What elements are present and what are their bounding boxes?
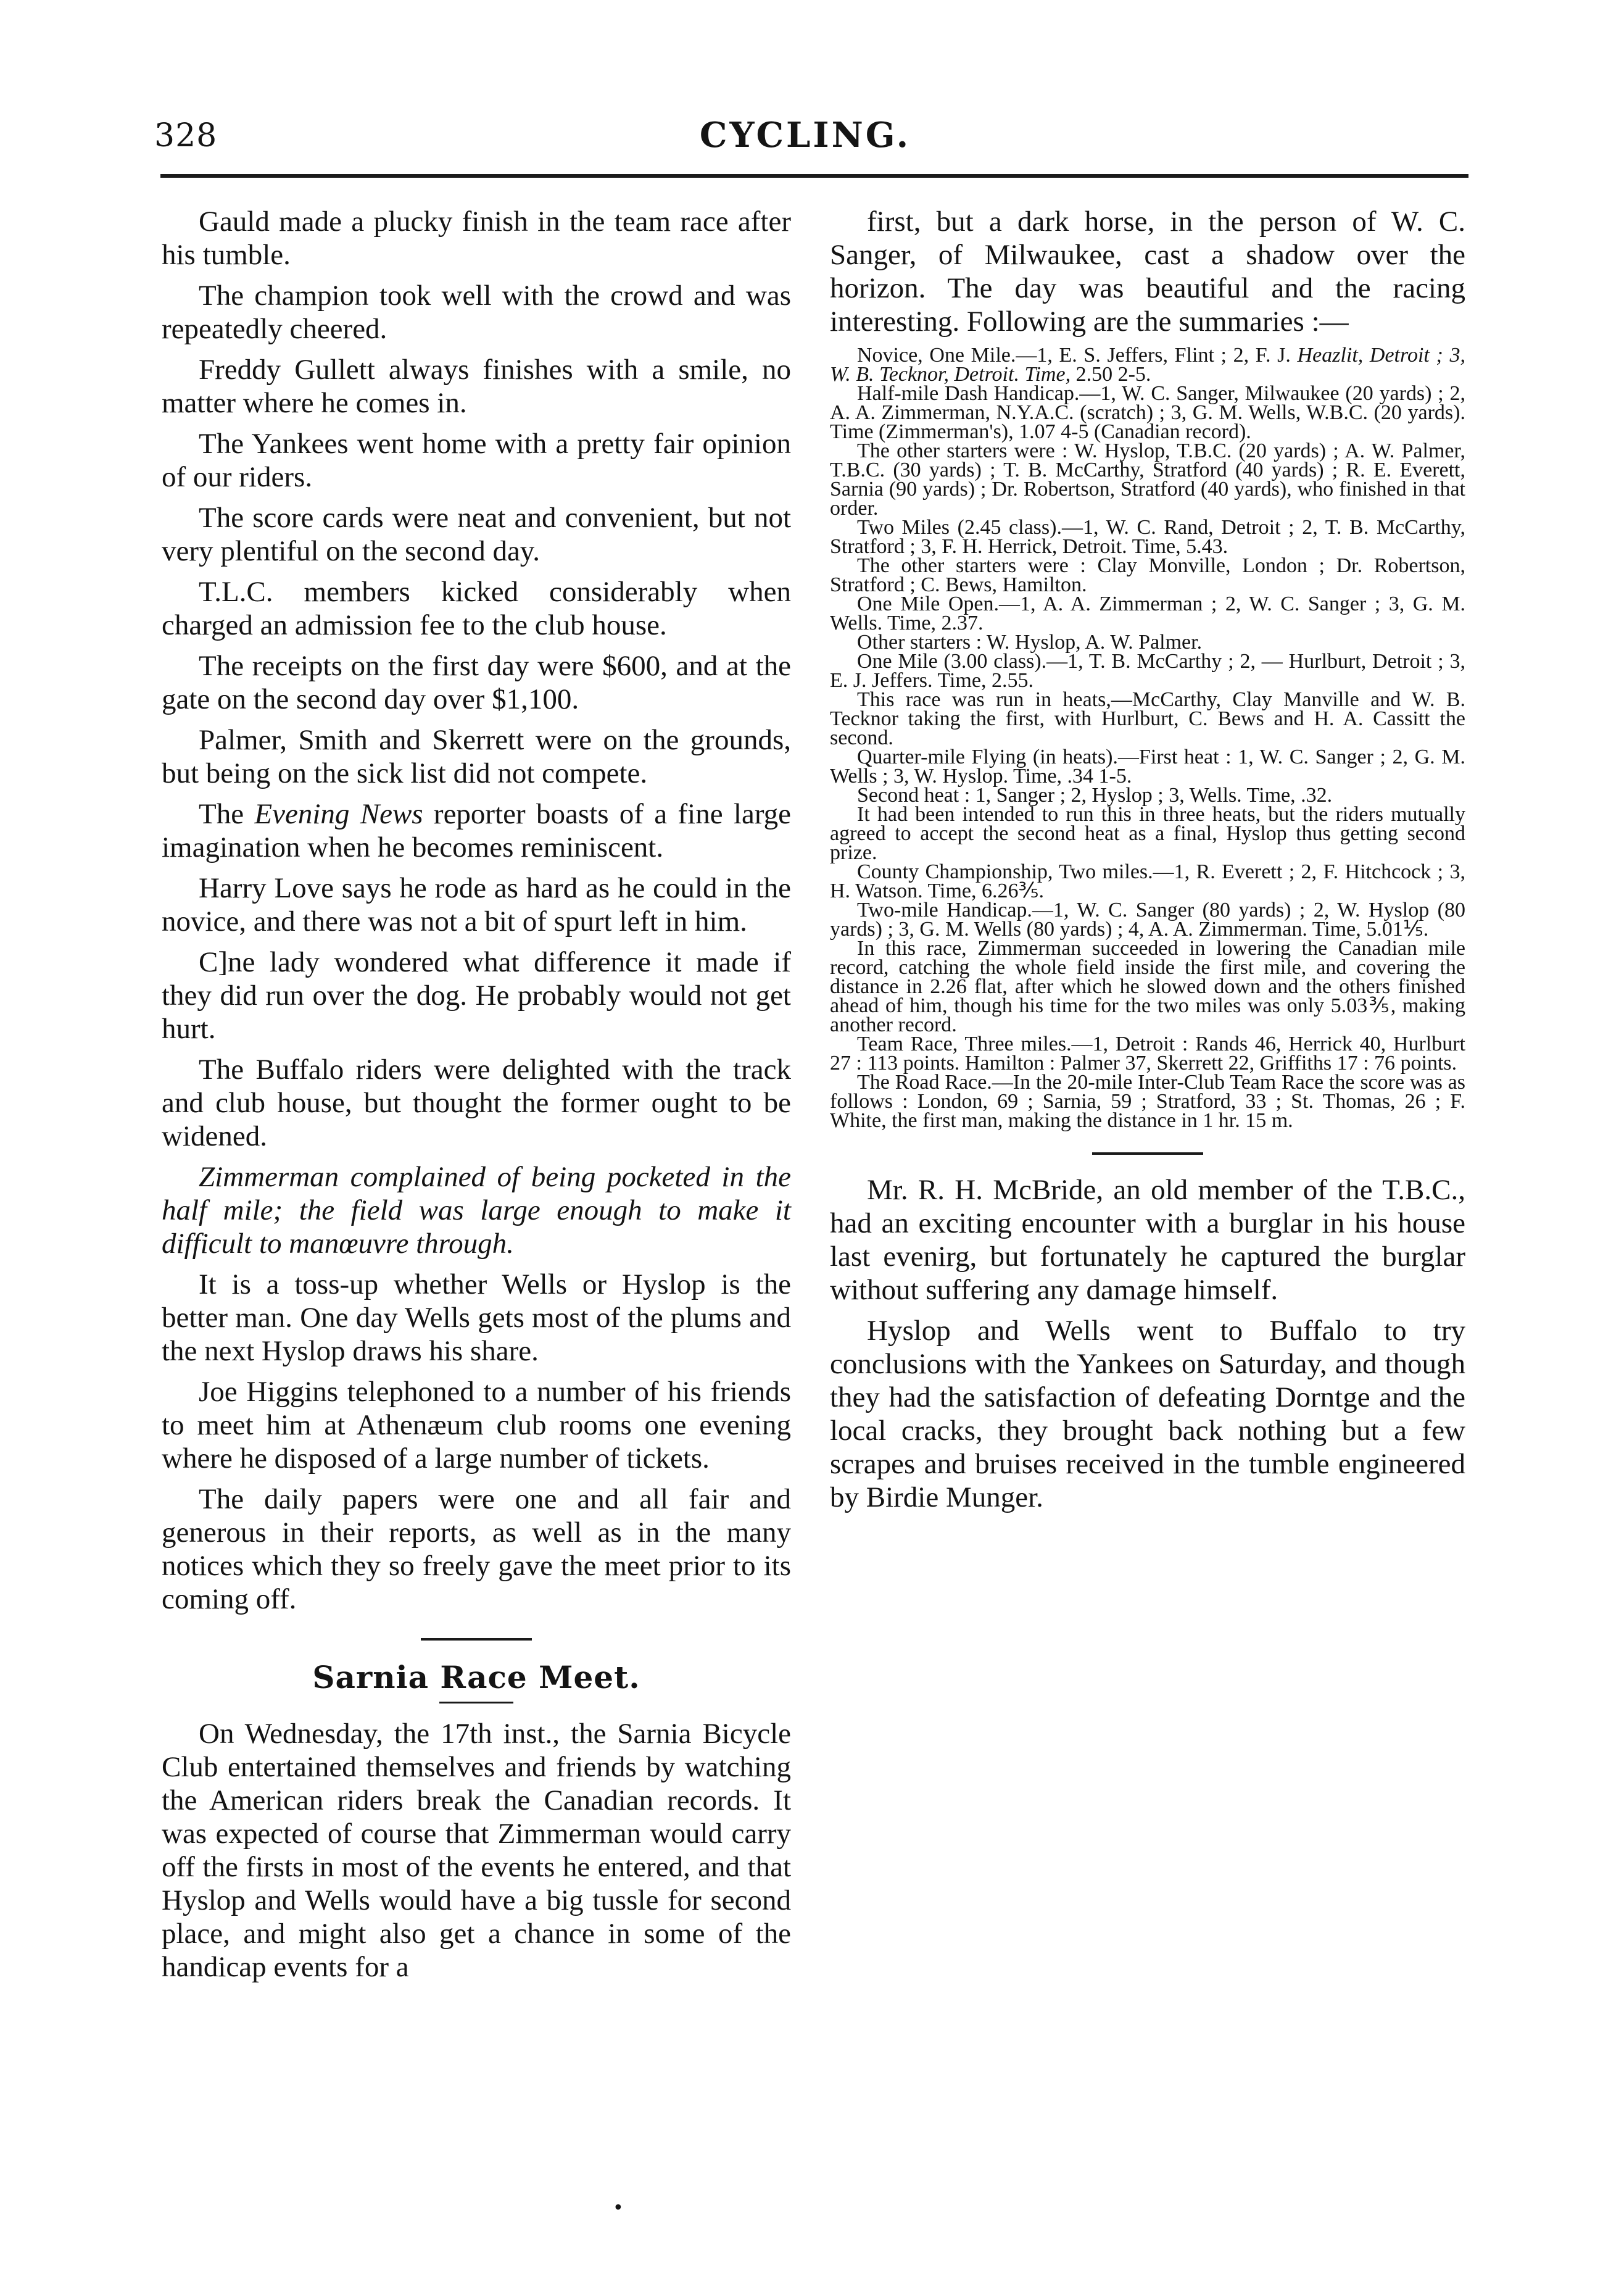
sarnia-intro-paragraph: On Wednesday, the 17th inst., the Sarnia Bicycle Club entertained themselves and friends by watching the American riders break the Canadian records. It was expected of course that Zimmerman would carry off the firsts in most of the events he entered, and that Hyslop and Wells would have a big tussle for second place, and might also get a chance in some of the handicap events for a [162,1718,791,1983]
text-run: The [199,798,255,830]
page-header [154,111,1456,160]
evening-news-paragraph [162,797,791,864]
section-title: Sarnia Race Meet. [312,1659,640,1695]
paragraph: Hyslop and Wells went to Buffalo to try conclusions with the Yankees on Saturday, and though they had the satisfaction of defeating Dorntge and the local cracks, they brought back nothing but a few scrapes and bruises received in the tumble engineered by Birdie Munger. [830,1315,1465,1513]
header-rule [160,174,1468,178]
zimmerman-paragraph: Zimmerman complained of being pocketed in the half mile; the field was large enough to make it difficult to manœuvre through. [162,1161,791,1260]
result-entry: In this race, Zimmerman succeeded in lowering the Canadian mile record, catching the whole field inside the first mile, and covering the distance in 2.26 flat, after which he slowed down and the others finished ahead of him, though his time for the two miles was only 5.03⅗, making another record. [830,937,1465,1036]
race-results [830,346,1465,1130]
text-run: Heazlit, Detroit ; 3, W. B. Tecknor, Detroit. Time, [830,344,1466,386]
paragraph: Mr. R. H. McBride, an old member of the T.B.C., had an exciting encounter with a burglar in his house last evenirg, but fortunately he captured the burglar without suffering any damage himself. [830,1174,1465,1306]
paragraph: It is a toss-up whether Wells or Hyslop is the better man. One day Wells gets most of the plums and the next Hyslop draws his share. [162,1268,791,1367]
result-entry: The Road Race.—In the 20-mile Inter-Club Team Race the score was as follows : London, 69 ; Sarnia, 59 ; Stratford, 33 ; St. Thomas, 26 ; F. White, the first man, making the distance in 1 hr. 15 m. [830,1071,1465,1132]
paragraph: The daily papers were one and all fair and generous in their reports, as well as in the many notices which they so freely gave the meet prior to its coming off. [162,1483,791,1615]
paragraph: The score cards were neat and convenient, but not very plentiful on the second day. [162,502,791,567]
paragraph: C]ne lady wondered what difference it made if they did run over the dog. He probably would not get hurt. [162,946,791,1045]
footer-dot: • [613,2197,624,2219]
text-run: reporter boasts of a fine large imagination when he becomes reminiscent. [162,798,791,863]
result-entry: This race was run in heats,—McCarthy, Clay Manville and W. B. Tecknor taking the first, with Hurlburt, C. Bews and H. A. Cassitt the second. [830,688,1465,749]
result-entry: County Championship, Two miles.—1, R. Everett ; 2, F. Hitchcock ; 3, H. Watson. Time, 6.26⅗. [830,860,1465,902]
newspaper-title: Evening News [254,798,423,830]
result-entry: Half-mile Dash Handicap.—1, W. C. Sanger, Milwaukee (20 yards) ; 2, A. A. Zimmerman, N.Y.A.C. (scratch) ; 3, G. M. Wells, W.B.C. (20 yards). Time (Zimmerman's), 1.07 4-5 (Canadian record). [830,382,1465,443]
result-entry: Team Race, Three miles.—1, Detroit : Rands 46, Herrick 40, Hurlburt 27 : 113 points. Hamilton : Palmer 37, Skerrett 22, Griffiths 17 : 76 points. [830,1033,1465,1075]
section-divider [1092,1152,1203,1155]
result-entry: It had been intended to run this in three heats, but the riders mutually agreed to accept the second heat as a final, Hyslop thus getting second prize. [830,803,1465,864]
paragraph: Palmer, Smith and Skerrett were on the grounds, but being on the sick list did not compete. [162,724,791,789]
section-divider [421,1638,532,1641]
result-entry: The other starters were : W. Hyslop, T.B.C. (20 yards) ; A. W. Palmer, T.B.C. (30 yards) ; T. B. McCarthy, Stratford (40 yards) ; R. E. Everett, Sarnia (90 yards) ; Dr. Robertson, Stratford (40 yards), who finished in that order. [830,439,1465,520]
page-number: 328 [154,117,218,154]
paragraph: Harry Love says he rode as hard as he could in the novice, and there was not a bit of spurt left in him. [162,872,791,938]
result-entry: Two Miles (2.45 class).—1, W. C. Rand, Detroit ; 2, T. B. McCarthy, Stratford ; 3, F. H. Herrick, Detroit. Time, 5.43. [830,516,1465,558]
result-entry [830,346,1465,384]
paragraph: T.L.C. members kicked considerably when charged an admission fee to the club house. [162,576,791,641]
paragraph: The Yankees went home with a pretty fair opinion of our riders. [162,428,791,493]
intro-continued-paragraph: first, but a dark horse, in the person of W. C. Sanger, of Milwaukee, cast a shadow over the horizon. The day was beautiful and the racing interesting. Following are the summaries :— [830,206,1465,338]
paragraph: Joe Higgins telephoned to a number of his friends to meet him at Athenæum club rooms one evening where he disposed of a large number of tickets. [162,1376,791,1475]
title-underline [439,1702,513,1703]
paragraph: Freddy Gullett always finishes with a smile, no matter where he comes in. [162,354,791,419]
left-column [162,205,791,1991]
result-entry: The other starters were : Clay Monville, London ; Dr. Robertson, Stratford ; C. Bews, Hamilton. [830,554,1465,596]
running-title: CYCLING. [699,115,911,156]
text-run: 2.50 2-5. [1071,363,1151,386]
result-entry: One Mile Open.—1, A. A. Zimmerman ; 2, W. C. Sanger ; 3, G. M. Wells. Time, 2.37. [830,593,1465,634]
right-column [830,205,1465,1521]
paragraph: The champion took well with the crowd and was repeatedly cheered. [162,280,791,345]
result-entry: Other starters : W. Hyslop, A. W. Palmer. [857,631,1203,654]
result-entry: Two-mile Handicap.—1, W. C. Sanger (80 yards) ; 2, W. Hyslop (80 yards) ; 3, G. M. Wells (80 yards) ; 4, A. A. Zimmerman. Time, 5.01⅕. [830,899,1465,941]
result-entry: Second heat : 1, Sanger ; 2, Hyslop ; 3, Wells. Time, .32. [857,784,1333,807]
paragraph: The Buffalo riders were delighted with the track and club house, but thought the former ought to be widened. [162,1054,791,1152]
text-run: Novice, One Mile.—1, E. S. Jeffers, Flint ; 2, F. J. [857,344,1298,367]
paragraph: Gauld made a plucky finish in the team race after his tumble. [162,206,791,271]
result-entry: Quarter-mile Flying (in heats).—First heat : 1, W. C. Sanger ; 2, G. M. Wells ; 3, W. Hyslop. Time, .34 1-5. [830,746,1465,788]
paragraph: The receipts on the first day were $600, and at the gate on the second day over $1,100. [162,650,791,715]
result-entry: One Mile (3.00 class).—1, T. B. McCarthy ; 2, — Hurlburt, Detroit ; 3, E. J. Jeffers. Time, 2.55. [830,650,1465,692]
